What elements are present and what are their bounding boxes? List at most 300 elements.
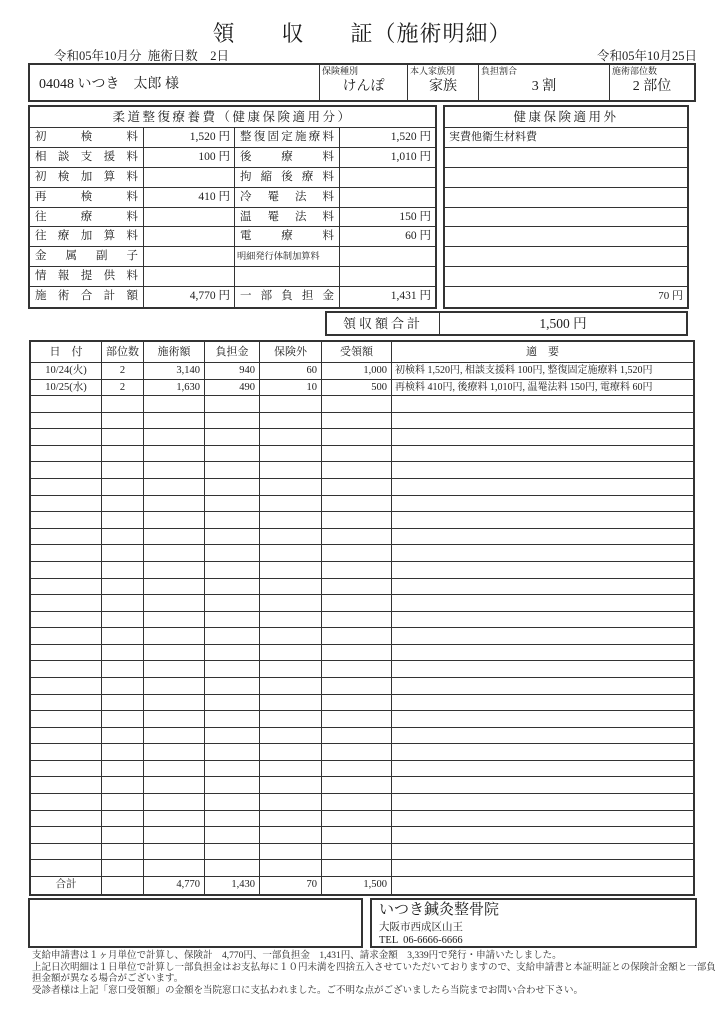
cell-noncovered (260, 678, 322, 694)
cell-fee (144, 429, 205, 445)
cell-copay (205, 595, 260, 611)
cell-copay (205, 462, 260, 478)
fee-row (30, 208, 435, 228)
cell-received (322, 579, 392, 595)
cell-date (31, 728, 102, 744)
non-covered-empty-row (445, 188, 687, 208)
cell-summary (392, 413, 693, 429)
cell-copay (205, 446, 260, 462)
cell-parts (102, 628, 144, 644)
cell-noncovered: 70 (260, 877, 322, 894)
cell-parts (102, 761, 144, 777)
fee-label: 相談支援料 (30, 148, 144, 167)
cell-noncovered (260, 462, 322, 478)
patient-field-value: 2 部位 (632, 79, 672, 94)
cell-fee (144, 761, 205, 777)
cell-summary (392, 429, 693, 445)
fee-value: 410 円 (144, 188, 235, 207)
billing-period: 令和05年10月分 施術日数 2日 (54, 49, 230, 63)
fee-row (30, 168, 435, 188)
non-covered-empty-row (445, 168, 687, 188)
table-empty-row (31, 479, 693, 496)
cell-parts (102, 429, 144, 445)
table-empty-row (31, 678, 693, 695)
non-covered-item: 実費他衛生材料費 (445, 128, 687, 148)
cell-received (322, 827, 392, 843)
insurance-covered-rows (30, 128, 435, 307)
fee-value (144, 227, 235, 246)
receipt-total-value: 1,500 円 (539, 316, 587, 331)
cell-date (31, 595, 102, 611)
cell-copay (205, 860, 260, 876)
cell-fee (144, 628, 205, 644)
cell-noncovered (260, 811, 322, 827)
table-empty-row (31, 811, 693, 828)
cell-date (31, 645, 102, 661)
clinic-tel: TEL 06-6666-6666 (379, 935, 463, 946)
cell-fee: 1,630 (144, 380, 205, 396)
cell-parts (102, 728, 144, 744)
cell-fee (144, 811, 205, 827)
clinic-info-box (370, 898, 697, 948)
cell-noncovered (260, 761, 322, 777)
cell-copay (205, 728, 260, 744)
cell-received (322, 794, 392, 810)
cell-fee (144, 396, 205, 412)
table-empty-row (31, 595, 693, 612)
table-empty-row (31, 860, 693, 877)
fee-label: 往療加算料 (30, 227, 144, 246)
cell-received (322, 496, 392, 512)
table-empty-row (31, 496, 693, 513)
fee-value: 100 円 (144, 148, 235, 167)
cell-summary (392, 678, 693, 694)
cell-noncovered (260, 496, 322, 512)
cell-received (322, 529, 392, 545)
fee-label (235, 267, 340, 286)
cell-date (31, 545, 102, 561)
table-empty-row (31, 661, 693, 678)
fee-row (30, 267, 435, 287)
cell-copay (205, 695, 260, 711)
cell-summary (392, 496, 693, 512)
footer-notes (32, 951, 722, 999)
cell-fee (144, 645, 205, 661)
cell-fee (144, 794, 205, 810)
table-empty-row (31, 761, 693, 778)
cell-copay (205, 512, 260, 528)
cell-date (31, 695, 102, 711)
cell-date (31, 413, 102, 429)
cell-fee (144, 562, 205, 578)
cell-date (31, 761, 102, 777)
fee-value: 1,431 円 (390, 290, 431, 303)
receipt-total-box (325, 311, 688, 336)
cell-fee (144, 728, 205, 744)
cell-summary (392, 761, 693, 777)
cell-date (31, 827, 102, 843)
cell-summary (392, 794, 693, 810)
patient-field-label: 施術部位数 (612, 66, 658, 76)
cell-fee (144, 413, 205, 429)
cell-parts (102, 695, 144, 711)
cell-copay (205, 396, 260, 412)
cell-copay: 490 (205, 380, 260, 396)
cell-copay (205, 612, 260, 628)
cell-fee (144, 512, 205, 528)
cell-summary (392, 877, 693, 894)
fee-row (30, 247, 435, 267)
table-empty-row (31, 844, 693, 861)
cell-copay (205, 844, 260, 860)
cell-parts (102, 678, 144, 694)
cell-parts (102, 545, 144, 561)
cell-received (322, 695, 392, 711)
cell-summary (392, 479, 693, 495)
fee-label: 施術合計額 (30, 287, 144, 307)
table-empty-row (31, 711, 693, 728)
cell-date: 合計 (31, 877, 102, 894)
cell-parts: 2 (102, 380, 144, 396)
fee-label: 一部負担金 (235, 287, 340, 307)
insurance-covered-title: 柔道整復療養費（健康保険適用分） (30, 107, 435, 128)
table-row (31, 380, 693, 397)
cell-copay (205, 744, 260, 760)
cell-parts (102, 860, 144, 876)
cell-noncovered (260, 794, 322, 810)
cell-received (322, 678, 392, 694)
cell-fee (144, 711, 205, 727)
cell-summary (392, 860, 693, 876)
fee-value: 4,770 円 (144, 287, 235, 307)
cell-received (322, 462, 392, 478)
cell-summary (392, 728, 693, 744)
fee-label: 拘縮後療料 (235, 168, 340, 187)
cell-copay (205, 413, 260, 429)
cell-summary (392, 844, 693, 860)
cell-parts (102, 595, 144, 611)
cell-date (31, 446, 102, 462)
cell-parts: 2 (102, 363, 144, 379)
cell-summary: 再検料 410円, 後療料 1,010円, 温罨法料 150円, 電療料 60円 (395, 381, 653, 393)
insurance-covered-table (28, 105, 437, 309)
cell-date (31, 529, 102, 545)
cell-summary (392, 628, 693, 644)
cell-parts (102, 446, 144, 462)
table-empty-row (31, 645, 693, 662)
cell-parts (102, 579, 144, 595)
table-empty-row (31, 562, 693, 579)
table-empty-row (31, 744, 693, 761)
fee-value: 1,520 円 (144, 128, 235, 147)
cell-parts (102, 496, 144, 512)
fee-label: 初検加算料 (30, 168, 144, 187)
cell-fee (144, 695, 205, 711)
patient-field (408, 65, 479, 100)
cell-parts (102, 562, 144, 578)
cell-fee (144, 827, 205, 843)
table-total-row (31, 877, 693, 894)
cell-received (322, 545, 392, 561)
fee-row (30, 227, 435, 247)
cell-summary (392, 661, 693, 677)
issue-date: 令和05年10月25日 (596, 49, 697, 63)
cell-parts (102, 811, 144, 827)
fee-value: 1,520 円 (390, 131, 431, 143)
patient-info-box (28, 63, 696, 102)
table-empty-row (31, 794, 693, 811)
column-header: 適 要 (526, 346, 559, 358)
cell-summary (392, 695, 693, 711)
column-header: 日 付 (31, 342, 102, 362)
cell-parts (102, 529, 144, 545)
cell-date (31, 661, 102, 677)
non-covered-rows (445, 128, 687, 307)
cell-fee (144, 844, 205, 860)
cell-summary (392, 462, 693, 478)
cell-received (322, 413, 392, 429)
subheader (28, 46, 697, 64)
cell-copay: 1,430 (205, 877, 260, 894)
cell-copay (205, 529, 260, 545)
patient-field-label: 負担割合 (481, 66, 518, 76)
cell-summary (392, 645, 693, 661)
table-row (31, 363, 693, 380)
fee-label: 再検料 (30, 188, 144, 207)
cell-received (322, 612, 392, 628)
cell-date (31, 711, 102, 727)
table-empty-row (31, 413, 693, 430)
table-empty-row (31, 512, 693, 529)
cell-summary (392, 744, 693, 760)
page-title: 領 収 証（施術明細） (212, 21, 512, 46)
daily-detail-table (29, 340, 695, 896)
cell-received (322, 728, 392, 744)
cell-fee (144, 661, 205, 677)
fee-label: 情報提供料 (30, 267, 144, 286)
cell-fee: 3,140 (144, 363, 205, 379)
cell-fee (144, 744, 205, 760)
column-header: 施術額 (144, 342, 205, 362)
fee-value (340, 247, 435, 266)
cell-parts (102, 413, 144, 429)
cell-parts (102, 396, 144, 412)
cell-parts (102, 645, 144, 661)
table-empty-row (31, 545, 693, 562)
cell-fee (144, 446, 205, 462)
cell-parts (102, 661, 144, 677)
cell-summary (392, 711, 693, 727)
table-empty-row (31, 728, 693, 745)
cell-fee (144, 595, 205, 611)
column-header: 負担金 (205, 342, 260, 362)
cell-received (322, 645, 392, 661)
cell-copay (205, 545, 260, 561)
cell-parts (102, 744, 144, 760)
patient-field (479, 65, 610, 100)
cell-noncovered (260, 711, 322, 727)
cell-noncovered (260, 628, 322, 644)
cell-date (31, 744, 102, 760)
table-empty-row (31, 396, 693, 413)
fee-value (144, 208, 235, 227)
table-empty-row (31, 777, 693, 794)
cell-parts (102, 479, 144, 495)
cell-date (31, 678, 102, 694)
cell-noncovered (260, 396, 322, 412)
fee-label: 整復固定施療料 (235, 128, 340, 147)
cell-summary: 初検料 1,520円, 相談支援料 100円, 整復固定施療料 1,520円 (395, 365, 653, 376)
cell-noncovered (260, 512, 322, 528)
cell-fee (144, 479, 205, 495)
fee-label: 冷罨法料 (235, 188, 340, 207)
fee-value (144, 267, 235, 286)
cell-copay (205, 479, 260, 495)
cell-received: 500 (322, 380, 392, 396)
table-empty-row (31, 529, 693, 546)
cell-fee (144, 777, 205, 793)
cell-summary (392, 512, 693, 528)
cell-received (322, 595, 392, 611)
column-header: 部位数 (102, 342, 144, 362)
table-empty-row (31, 695, 693, 712)
table-empty-row (31, 462, 693, 479)
table-empty-row (31, 429, 693, 446)
cell-summary (392, 446, 693, 462)
stamp-box (28, 898, 363, 948)
footer-note: 支給申請書は１ヶ月単位で計算し、保険計 4,770円、一部負担金 1,431円、請求金額 3,339円で発行・申請いたしました。 (32, 951, 562, 961)
cell-parts (102, 844, 144, 860)
cell-received (322, 562, 392, 578)
cell-received: 1,000 (322, 363, 392, 379)
footer-note: 受診者様は上記「窓口受領額」の金額を当院窓口に支払われました。ご不明な点がございましたら当院までお問い合わせ下さい。 (32, 986, 584, 997)
cell-noncovered (260, 545, 322, 561)
non-covered-empty-row (445, 227, 687, 247)
cell-received: 1,500 (322, 877, 392, 894)
cell-received (322, 446, 392, 462)
fee-label: 後療料 (235, 148, 340, 167)
patient-field (610, 65, 694, 100)
cell-received (322, 429, 392, 445)
non-covered-empty-row (445, 267, 687, 287)
fee-row (30, 188, 435, 208)
patient-field-label: 保険種別 (322, 66, 359, 76)
cell-copay (205, 579, 260, 595)
cell-noncovered (260, 728, 322, 744)
receipt-total-label: 領収額合計 (327, 313, 440, 334)
cell-received (322, 628, 392, 644)
cell-date (31, 462, 102, 478)
cell-noncovered (260, 595, 322, 611)
cell-date (31, 579, 102, 595)
fee-value: 150 円 (399, 210, 431, 223)
patient-name: 04048 いつき 太郎 様 (30, 65, 320, 100)
non-covered-amount: 70 円 (658, 290, 683, 303)
cell-date (31, 628, 102, 644)
table-empty-row (31, 628, 693, 645)
cell-noncovered (260, 429, 322, 445)
fee-value (340, 267, 435, 286)
non-covered-empty-row (445, 247, 687, 267)
cell-noncovered (260, 844, 322, 860)
column-header: 受領額 (322, 342, 392, 362)
fee-row (30, 128, 435, 148)
cell-noncovered (260, 612, 322, 628)
cell-summary (392, 811, 693, 827)
cell-copay (205, 811, 260, 827)
cell-date (31, 860, 102, 876)
cell-date (31, 777, 102, 793)
cell-copay (205, 827, 260, 843)
cell-noncovered (260, 860, 322, 876)
cell-noncovered (260, 479, 322, 495)
fee-value: 1,010 円 (390, 150, 431, 163)
patient-field (320, 65, 408, 100)
cell-noncovered (260, 645, 322, 661)
cell-received (322, 811, 392, 827)
fee-value (340, 188, 435, 207)
cell-copay (205, 777, 260, 793)
fee-label: 電療料 (235, 227, 340, 246)
fee-label: 温罨法料 (235, 208, 340, 227)
patient-field-value: 家族 (429, 79, 457, 94)
cell-parts (102, 512, 144, 528)
cell-fee (144, 462, 205, 478)
cell-fee (144, 579, 205, 595)
column-header: 保険外 (260, 342, 322, 362)
cell-copay (205, 496, 260, 512)
cell-copay (205, 562, 260, 578)
table-empty-row (31, 579, 693, 596)
fee-value (144, 168, 235, 187)
cell-date (31, 811, 102, 827)
non-covered-title: 健康保険適用外 (445, 107, 687, 128)
patient-field-value: けんぽ (342, 79, 385, 94)
cell-summary (392, 396, 693, 412)
cell-noncovered (260, 446, 322, 462)
cell-copay (205, 661, 260, 677)
cell-copay: 940 (205, 363, 260, 379)
cell-date: 10/24(火) (31, 363, 102, 379)
cell-parts (102, 877, 144, 894)
cell-fee: 4,770 (144, 877, 205, 894)
patient-field-label: 本人家族別 (410, 66, 456, 76)
cell-copay (205, 628, 260, 644)
fee-row (30, 148, 435, 168)
cell-fee (144, 496, 205, 512)
cell-fee (144, 545, 205, 561)
patient-field-value: 3 割 (531, 79, 557, 94)
fee-label: 初検料 (30, 128, 144, 147)
cell-noncovered (260, 744, 322, 760)
cell-received (322, 744, 392, 760)
cell-date (31, 429, 102, 445)
cell-date (31, 479, 102, 495)
cell-received (322, 761, 392, 777)
non-covered-empty-row (445, 208, 687, 228)
table-header-row (31, 342, 693, 363)
cell-date (31, 512, 102, 528)
cell-summary (392, 827, 693, 843)
cell-noncovered (260, 777, 322, 793)
cell-summary (392, 777, 693, 793)
cell-received (322, 512, 392, 528)
cell-parts (102, 777, 144, 793)
cell-received (322, 711, 392, 727)
cell-summary (392, 562, 693, 578)
cell-noncovered (260, 579, 322, 595)
fee-row (30, 287, 435, 307)
